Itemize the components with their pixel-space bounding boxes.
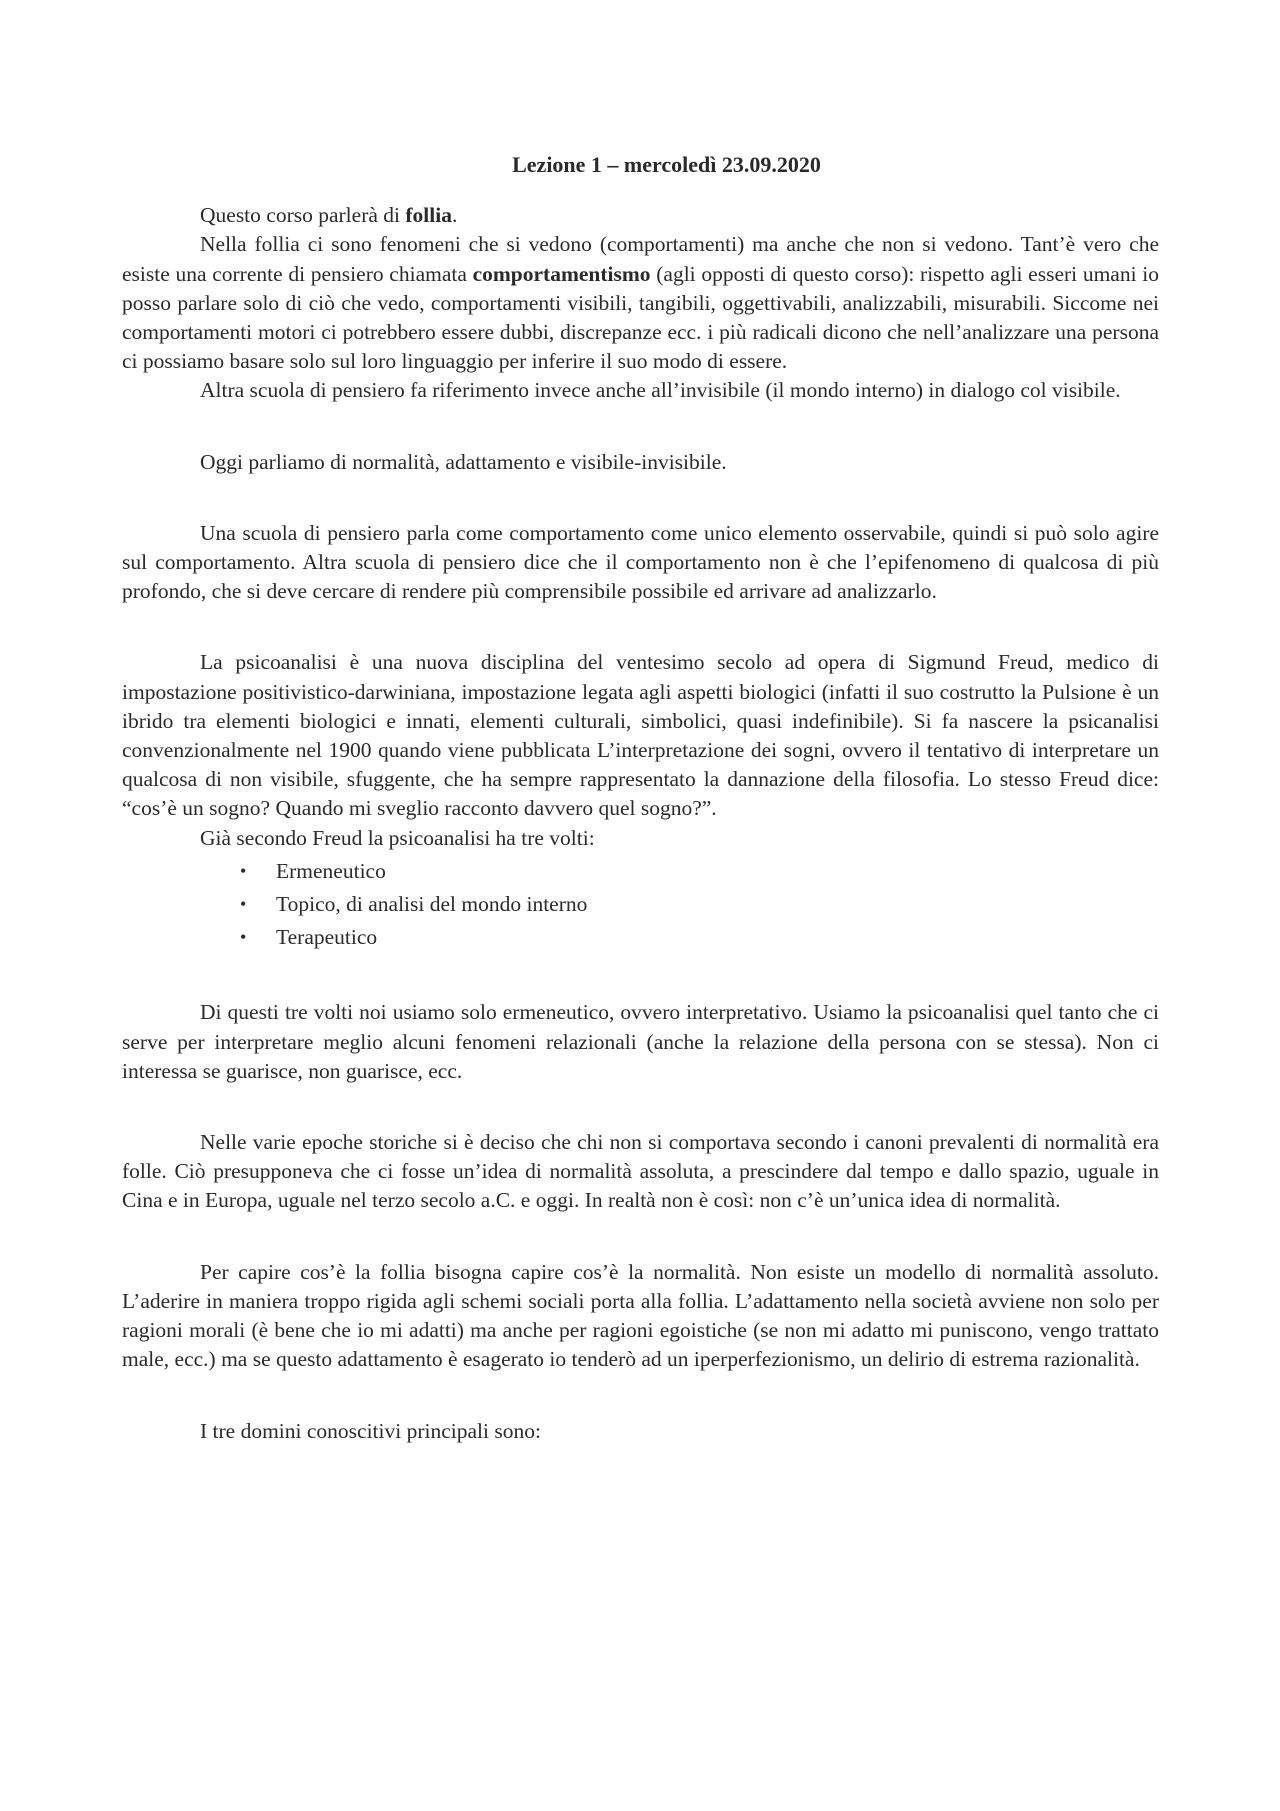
bullet-icon: • — [240, 927, 247, 948]
volti-list — [122, 857, 1159, 953]
paragraph-invisibile: Altra scuola di pensiero fa riferimento invece anche all’invisibile (il mondo interno) in dialogo col visibile. — [200, 378, 1121, 403]
list-item: • Topico, di analisi del mondo interno — [240, 890, 1159, 919]
paragraph-scuole-pensiero: Una scuola di pensiero parla come comportamento come unico elemento osservabile, quindi si può solo agire sul comportamento. Altra scuola di pensiero dice che il comportamento non è che l’epifenomeno di qualcosa di più profondo, che si deve cercare di rendere più comprensibile possibile ed arrivare ad analizzarlo. — [122, 520, 1159, 604]
lesson-title: Lezione 1 – mercoledì 23.09.2020 — [512, 152, 821, 177]
bullet-icon: • — [240, 860, 247, 881]
document-body — [122, 150, 1159, 1446]
paragraph-oggi: Oggi parliamo di normalità, adattamento e visibile-invisibile. — [200, 449, 727, 474]
paragraph-epoche-storiche: Nelle varie epoche storiche si è deciso che chi non si comportava secondo i canoni prevalenti di normalità era folle. Ciò presupponeva che ci fosse un’idea di normalità assoluta, a prescindere dal tempo e dallo spazio, uguale in Cina e in Europa, uguale nel terzo secolo a.C. e oggi. In realtà non è così: non c’è un’unica idea di normalità. — [122, 1130, 1159, 1213]
paragraph-comportamentismo: Nella follia ci sono fenomeni che si vedono (comportamenti) ma anche che non si vedono. Tant’è vero che esiste una corrente di pensiero chiamata comportamentismo (agli opposti di questo corso): rispetto agli esseri umani io posso parlare solo di ciò che vedo, comportamenti visibili, tangibili, oggettivabili, analizzabili, misurabili. Siccome nei comportamenti motori ci potrebbero essere dubbi, discrepanze ecc. i più radicali dicono che nell’analizzare una persona ci possiamo basare solo sul loro linguaggio per inferire il suo modo di essere. — [122, 232, 1159, 374]
paragraph-normalita: Per capire cos’è la follia bisogna capire cos’è la normalità. Non esiste un modello di normalità assoluto. L’aderire in maniera troppo rigida agli schemi sociali porta alla follia. L’adattamento nella società avviene non solo per ragioni morali (è bene che io mi adatti) ma anche per ragioni egoistiche (se non mi adatto mi puniscono, vengo trattato male, ecc.) ma se questo adattamento è esagerato io tenderò ad un iperperfezionismo, un delirio di estrema razionalità. — [122, 1259, 1159, 1372]
list-item: • Ermeneutico — [240, 857, 1159, 886]
keyword-follia: follia — [405, 203, 452, 228]
paragraph-ermeneutico: Di questi tre volti noi usiamo solo ermeneutico, ovvero interpretativo. Usiamo la psicoanalisi quel tanto che ci serve per interpretare meglio alcuni fenomeni relazionali (anche la relazione della persona con se stessa). Non ci interessa se guarisce, non guarisce, ecc. — [122, 1000, 1159, 1083]
paragraph-tre-volti: Già secondo Freud la psicoanalisi ha tre volti: — [200, 825, 595, 850]
paragraph-psicoanalisi: La psicoanalisi è una nuova disciplina del ventesimo secolo ad opera di Sigmund Freud, medico di impostazione positivistico-darwiniana, impostazione legata agli aspetti biologici (infatti il suo costrutto la Pulsione è un ibrido tra elementi biologici e innati, elementi culturali, simbolici, quasi indefinibile). Si fa nascere la psicanalisi convenzionalmente nel 1900 quando viene pubblicata L’interpretazione dei sogni, ovvero il tentativo di interpretare un qualcosa di non visibile, sfuggente, che ha sempre rappresentato la dannazione della filosofia. Lo stesso Freud dice: “cos’è un sogno? Quando mi sveglio racconto davvero quel sogno?”. — [122, 650, 1159, 821]
paragraph-intro: Questo corso parlerà di follia. — [200, 203, 458, 228]
paragraph-domini: I tre domini conoscitivi principali sono: — [200, 1418, 541, 1443]
keyword-comportamentismo: comportamentismo — [472, 261, 651, 286]
bullet-icon: • — [240, 894, 247, 915]
list-item: • Terapeutico — [240, 923, 1159, 952]
